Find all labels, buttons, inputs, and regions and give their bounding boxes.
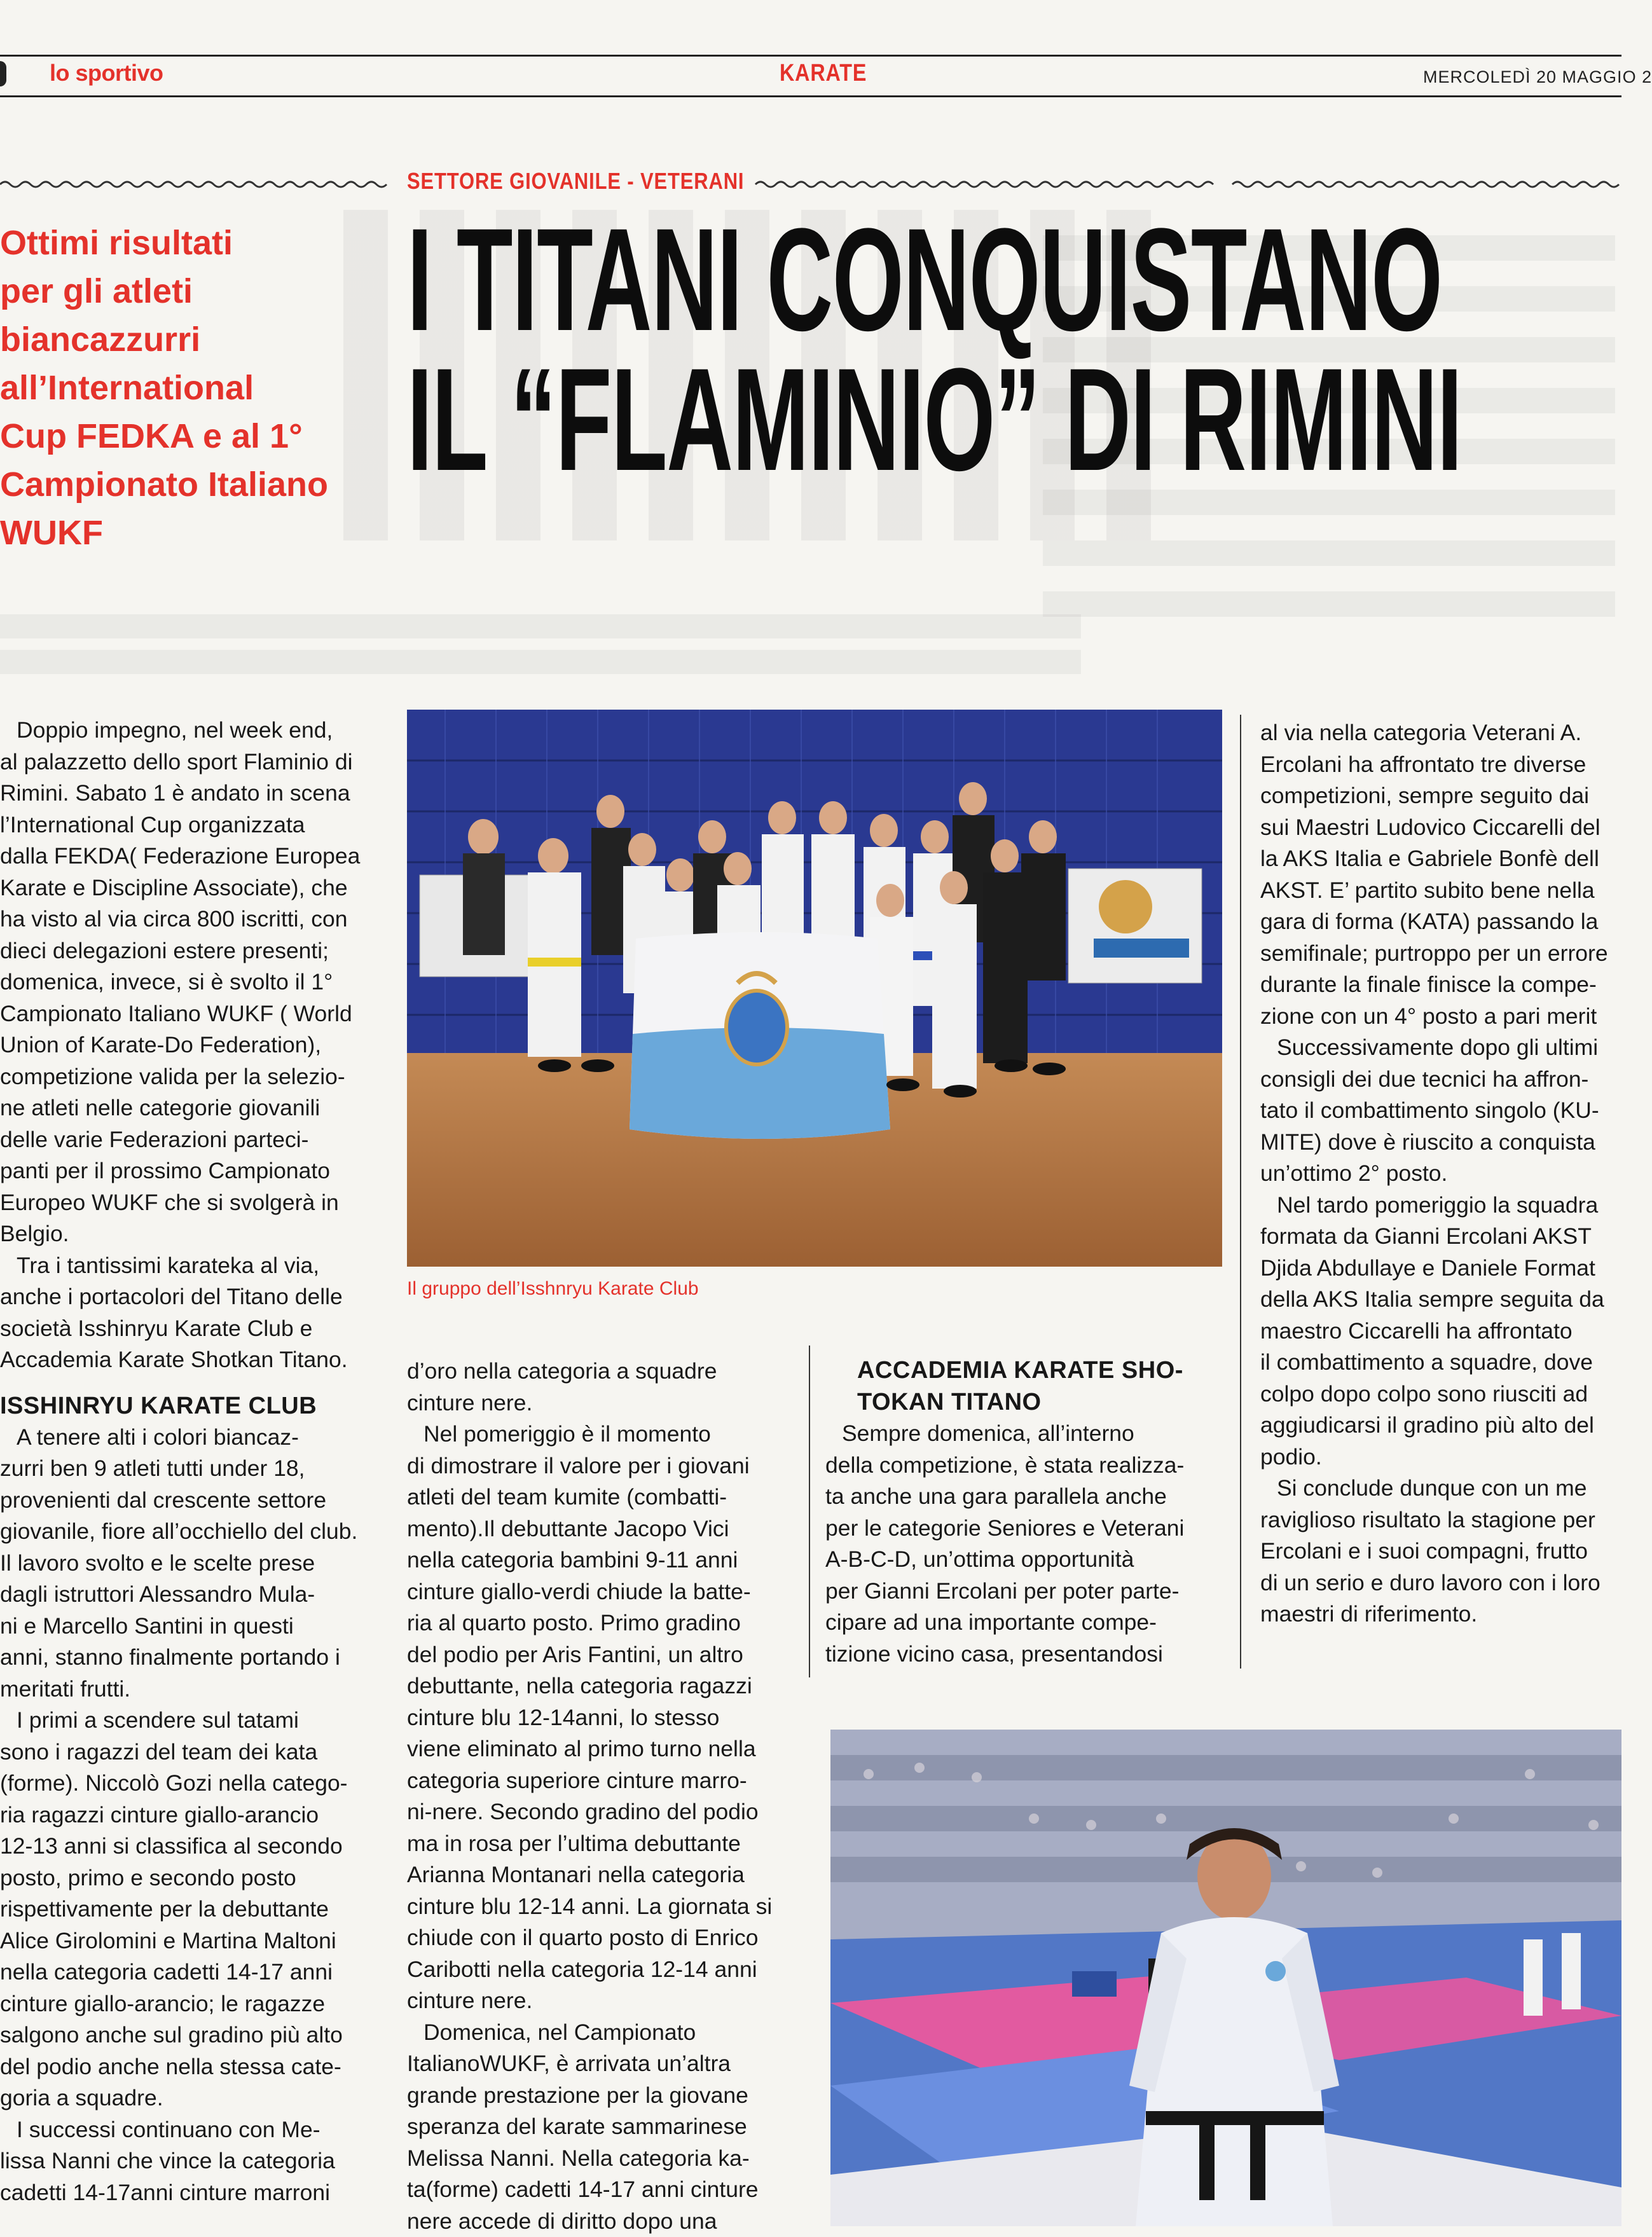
text-line: lissa Nanni che vince la categoria [0, 2145, 375, 2177]
text-line: ta(forme) cadetti 14-17 anni cinture [407, 2174, 801, 2206]
san-marino-flag [630, 932, 890, 1139]
deck-line: all’International [0, 364, 382, 412]
text-line: Nel tardo pomeriggio la squadra [1260, 1190, 1621, 1222]
text-line: al via nella categoria Veterani A. [1260, 717, 1621, 749]
deck-line: Campionato Italiano [0, 460, 382, 509]
text-line: dieci delegazioni estere presenti; [0, 935, 375, 967]
athlete-arena-photo [830, 1730, 1621, 2226]
subheading-continued: TOKAN TITANO [857, 1386, 1232, 1418]
text-line: A-B-C-D, un’ottima opportunità [825, 1544, 1232, 1576]
text-line: (forme). Niccolò Gozi nella catego- [0, 1768, 375, 1800]
text-line: delle varie Federazioni parteci- [0, 1124, 375, 1156]
photo-caption: Il gruppo dell’Isshnryu Karate Club [407, 1278, 699, 1300]
text-line: maestri di riferimento. [1260, 1599, 1621, 1630]
column-rule-short [809, 1346, 810, 1677]
text-line: Tra i tantissimi karateka al via, [0, 1250, 375, 1282]
article-headline [407, 210, 1168, 490]
wavy-divider-mid [755, 177, 1213, 192]
text-line: AKST. E’ partito subito bene nella [1260, 875, 1621, 907]
deck-line: Ottimi risultati [0, 219, 382, 267]
text-line: anche i portacolori del Titano delle [0, 1281, 375, 1313]
text-line: ni e Marcello Santini in questi [0, 1611, 375, 1642]
text-line: chiude con il quarto posto di Enrico [407, 1922, 801, 1954]
text-line: Domenica, nel Campionato [407, 2017, 801, 2049]
headline-line-1: I TITANI CONQUISTANO [407, 210, 1168, 350]
text-line: cipare ad una importante compe- [825, 1607, 1232, 1639]
text-line: della competizione, è stata realizza- [825, 1450, 1232, 1482]
text-line: tato il combattimento singolo (KU- [1260, 1095, 1621, 1127]
text-line: meritati frutti. [0, 1674, 375, 1705]
text-line: rispettivamente per la debuttante [0, 1894, 375, 1925]
text-line: cinture nere. [407, 1387, 801, 1419]
text-line: nella categoria cadetti 14-17 anni [0, 1957, 375, 1988]
text-line: mento).Il debuttante Jacopo Vici [407, 1513, 801, 1545]
text-line: tizione vicino casa, presentandosi [825, 1639, 1232, 1670]
bleed-through-texture-lower [0, 604, 1081, 674]
text-line: giovanile, fiore all’occhiello del club. [0, 1516, 375, 1548]
text-line: ni-nere. Secondo gradino del podio [407, 1796, 801, 1828]
column-rule [1240, 715, 1241, 1669]
text-line: categoria superiore cinture marro- [407, 1765, 801, 1797]
text-line: Nel pomeriggio è il momento [407, 1419, 801, 1450]
text-line: al palazzetto dello sport Flaminio di [0, 747, 375, 778]
text-line: dalla FEKDA( Federazione Europea [0, 841, 375, 872]
text-line: l’International Cup organizzata [0, 809, 375, 841]
text-line: podio. [1260, 1442, 1621, 1473]
text-line: ma in rosa per l’ultima debuttante [407, 1828, 801, 1860]
deck-line: biancazzurri [0, 315, 382, 364]
text-line: consigli dei due tecnici ha affron- [1260, 1064, 1621, 1096]
text-line: Sempre domenica, all’interno [825, 1418, 1232, 1450]
text-line: Caribotti nella categoria 12-14 anni [407, 1954, 801, 1986]
team-group-photo [407, 710, 1222, 1267]
text-line: ha visto al via circa 800 iscritti, con [0, 904, 375, 935]
column-1 [0, 715, 375, 2208]
publication-brand: lo sportivo [50, 60, 163, 86]
text-line: panti per il prossimo Campionato [0, 1155, 375, 1187]
text-line: il combattimento a squadre, dove [1260, 1347, 1621, 1379]
text-line: Europeo WUKF che si svolgerà in [0, 1187, 375, 1219]
text-line: Si conclude dunque con un me [1260, 1473, 1621, 1504]
deck-line: Cup FEDKA e al 1° [0, 412, 382, 460]
text-line: Campionato Italiano WUKF ( World [0, 998, 375, 1030]
text-line: semifinale; purtroppo per un errore [1260, 938, 1621, 970]
text-line: Ercolani ha affrontato tre diverse [1260, 749, 1621, 781]
text-line: zione con un 4° posto a pari merit [1260, 1001, 1621, 1033]
text-line: Doppio impegno, nel week end, [0, 715, 375, 747]
text-line: sono i ragazzi del team dei kata [0, 1737, 375, 1768]
section-label: KARATE [780, 60, 867, 87]
text-line: nella categoria bambini 9-11 anni [407, 1545, 801, 1576]
text-line: provenienti dal crescente settore [0, 1485, 375, 1517]
text-line: Ercolani e i suoi compagni, frutto [1260, 1536, 1621, 1567]
text-line: un’ottimo 2° posto. [1260, 1158, 1621, 1190]
column-2 [407, 1356, 801, 2237]
text-line: Accademia Karate Shotkan Titano. [0, 1344, 375, 1376]
text-line: speranza del karate sammarinese [407, 2111, 801, 2143]
article-kicker: SETTORE GIOVANILE - VETERANI [407, 168, 744, 195]
text-line: Karate e Discipline Associate), che [0, 872, 375, 904]
deck-line: WUKF [0, 509, 382, 557]
text-line: Rimini. Sabato 1 è andato in scena [0, 778, 375, 809]
text-line: viene eliminato al primo turno nella [407, 1733, 801, 1765]
text-line: zurri ben 9 atleti tutti under 18, [0, 1453, 375, 1485]
header-rule-bottom [0, 95, 1621, 97]
deck-line: per gli atleti [0, 267, 382, 315]
text-line: raviglioso risultato la stagione per [1260, 1504, 1621, 1536]
text-line: del podio anche nella stessa cate- [0, 2051, 375, 2083]
text-line: del podio per Aris Fantini, un altro [407, 1639, 801, 1671]
text-line: della AKS Italia sempre seguita da [1260, 1284, 1621, 1316]
column-4 [1260, 717, 1621, 1630]
text-line: domenica, invece, si è svolto il 1° [0, 967, 375, 998]
text-line: società Isshinryu Karate Club e [0, 1313, 375, 1345]
text-line: la AKS Italia e Gabriele Bonfè dell [1260, 843, 1621, 875]
text-line: ria al quarto posto. Primo gradino [407, 1607, 801, 1639]
text-line: di dimostrare il valore per i giovani [407, 1450, 801, 1482]
text-line: formata da Gianni Ercolani AKST [1260, 1221, 1621, 1253]
text-line: sui Maestri Ludovico Ciccarelli del [1260, 812, 1621, 844]
text-line: maestro Ciccarelli ha affrontato [1260, 1316, 1621, 1347]
text-line: Djida Abdullaye e Daniele Format [1260, 1253, 1621, 1284]
text-line: nere accede di diritto dopo una [407, 2206, 801, 2237]
subheading: ISSHINRYU KARATE CLUB [0, 1390, 375, 1422]
wavy-divider-right [1232, 177, 1621, 192]
text-line: debuttante, nella categoria ragazzi [407, 1670, 801, 1702]
text-line: colpo dopo colpo sono riusciti ad [1260, 1379, 1621, 1410]
text-line: atleti del team kumite (combatti- [407, 1482, 801, 1513]
text-line: ItalianoWUKF, è arrivata un’altra [407, 2048, 801, 2080]
text-line: anni, stanno finalmente portando i [0, 1642, 375, 1674]
text-line: Successivamente dopo gli ultimi [1260, 1032, 1621, 1064]
text-line: d’oro nella categoria a squadre [407, 1356, 801, 1387]
text-line: A tenere alti i colori biancaz- [0, 1422, 375, 1454]
page-edge-mark [0, 61, 6, 86]
text-line: salgono anche sul gradino più alto [0, 2020, 375, 2051]
text-line: per le categorie Seniores e Veterani [825, 1513, 1232, 1545]
header-rule-top [0, 55, 1621, 57]
text-line: dagli istruttori Alessandro Mula- [0, 1579, 375, 1611]
text-line: Union of Karate-Do Federation), [0, 1029, 375, 1061]
text-line: Alice Girolomini e Martina Maltoni [0, 1925, 375, 1957]
text-line: grande prestazione per la giovane [407, 2080, 801, 2112]
text-line: competizioni, sempre seguito dai [1260, 780, 1621, 812]
text-line: cinture blu 12-14anni, lo stesso [407, 1702, 801, 1734]
text-line: Il lavoro svolto e le scelte prese [0, 1548, 375, 1580]
text-line: posto, primo e secondo posto [0, 1862, 375, 1894]
text-line: competizione valida per la selezio- [0, 1061, 375, 1093]
column-3 [825, 1354, 1232, 1670]
text-line: I primi a scendere sul tatami [0, 1705, 375, 1737]
text-line: MITE) dove è riuscito a conquista [1260, 1127, 1621, 1159]
text-line: Belgio. [0, 1218, 375, 1250]
text-line: goria a squadre. [0, 2082, 375, 2114]
subheading: ACCADEMIA KARATE SHO- [857, 1354, 1232, 1386]
text-line: durante la finale finisce la compe- [1260, 969, 1621, 1001]
text-line: aggiudicarsi il gradino più alto del [1260, 1410, 1621, 1442]
text-line: per Gianni Ercolani per poter parte- [825, 1576, 1232, 1607]
text-line: I successi continuano con Me- [0, 2114, 375, 2146]
text-line: ria ragazzi cinture giallo-arancio [0, 1800, 375, 1831]
text-line: cinture giallo-arancio; le ragazze [0, 1988, 375, 2020]
text-line: 12-13 anni si classifica al secondo [0, 1831, 375, 1862]
text-line: gara di forma (KATA) passando la [1260, 906, 1621, 938]
headline-line-2: IL “FLAMINIO” DI RIMINI [407, 350, 1168, 490]
text-line: ne atleti nelle categorie giovanili [0, 1092, 375, 1124]
wavy-divider-left [0, 177, 388, 192]
text-line: cinture blu 12-14 anni. La giornata si [407, 1891, 801, 1923]
text-line: Arianna Montanari nella categoria [407, 1859, 801, 1891]
text-line: di un serio e duro lavoro con i loro [1260, 1567, 1621, 1599]
issue-date: MERCOLEDÌ 20 MAGGIO 2 [1423, 67, 1652, 87]
text-line: Melissa Nanni. Nella categoria ka- [407, 2143, 801, 2175]
text-line: cinture giallo-verdi chiude la batte- [407, 1576, 801, 1608]
text-line: cadetti 14-17anni cinture marroni [0, 2177, 375, 2209]
article-deck [0, 219, 382, 557]
text-line: ta anche una gara parallela anche [825, 1481, 1232, 1513]
text-line: cinture nere. [407, 1985, 801, 2017]
